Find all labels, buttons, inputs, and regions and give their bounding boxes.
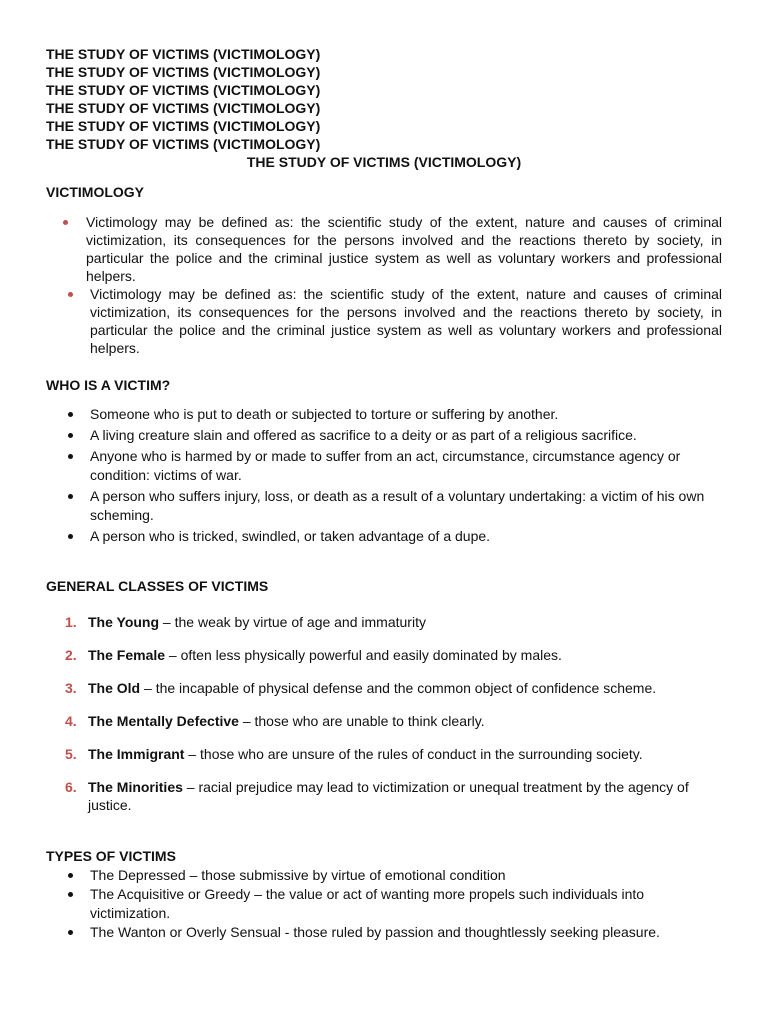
class-term: The Minorities — [88, 779, 183, 795]
class-description: – often less physically powerful and easily dominated by males. — [165, 647, 562, 663]
list-item — [46, 923, 722, 942]
bullet-icon — [68, 292, 73, 297]
list-item — [46, 285, 722, 357]
general-classes-list — [46, 613, 722, 814]
victimology-list — [46, 213, 722, 357]
list-item — [46, 426, 722, 445]
bullet-icon — [68, 930, 73, 935]
list-number: 4. — [65, 713, 77, 729]
list-item — [46, 613, 722, 631]
list-number: 2. — [65, 647, 77, 663]
list-item — [46, 213, 722, 285]
list-item — [46, 405, 722, 424]
list-item — [46, 745, 722, 763]
general-classes-heading: GENERAL CLASSES OF VICTIMS — [46, 578, 269, 594]
list-item — [46, 527, 722, 546]
class-description: – those who are unsure of the rules of conduct in the surrounding society. — [184, 746, 643, 762]
list-item-text: Anyone who is harmed by or made to suffer from an act, circumstance, circumstance agency or condition: victims of war. — [90, 448, 681, 483]
list-number: 6. — [65, 779, 77, 795]
list-item — [46, 866, 722, 885]
centered-title: THE STUDY OF VICTIMS (VICTIMOLOGY) — [246, 154, 522, 170]
bullet-icon — [68, 534, 73, 539]
class-description: – the weak by virtue of age and immaturity — [159, 614, 426, 630]
repeated-title: THE STUDY OF VICTIMS (VICTIMOLOGY) — [46, 64, 321, 80]
repeated-title: THE STUDY OF VICTIMS (VICTIMOLOGY) — [46, 136, 321, 152]
bullet-icon — [68, 412, 73, 417]
bullet-icon — [63, 220, 68, 225]
list-item-text: The Depressed – those submissive by virtue of emotional condition — [90, 867, 506, 883]
class-description: – racial prejudice may lead to victimization or unequal treatment by the agency of justice. — [88, 779, 689, 813]
list-item — [46, 447, 722, 485]
repeated-title: THE STUDY OF VICTIMS (VICTIMOLOGY) — [46, 46, 321, 62]
class-term: The Female — [88, 647, 166, 663]
class-term: The Old — [88, 680, 141, 696]
repeated-title: THE STUDY OF VICTIMS (VICTIMOLOGY) — [46, 82, 321, 98]
class-description: – those who are unable to think clearly. — [238, 713, 485, 729]
repeated-title: THE STUDY OF VICTIMS (VICTIMOLOGY) — [46, 118, 321, 134]
bullet-icon — [68, 892, 73, 897]
list-item — [46, 646, 722, 664]
bullet-icon — [68, 454, 73, 459]
list-item — [46, 712, 722, 730]
list-item-text: Victimology may be defined as: the scientific study of the extent, nature and causes of criminal victimization, its consequences for the persons involved and the reactions thereto by society, in particular the police and the criminal justice system as well as voluntary workers and professional helpers. — [86, 214, 722, 284]
list-item-text: The Acquisitive or Greedy – the value or act of wanting more propels such individuals into victimization. — [90, 886, 645, 921]
list-item — [46, 679, 722, 697]
list-item-text: A living creature slain and offered as sacrifice to a deity or as part of a religious sacrifice. — [90, 427, 637, 443]
class-term: The Immigrant — [88, 746, 185, 762]
list-item — [46, 778, 722, 814]
list-number: 5. — [65, 746, 77, 762]
types-of-victims-list — [46, 866, 722, 942]
list-number: 1. — [65, 614, 77, 630]
list-item-text: Someone who is put to death or subjected to torture or suffering by another. — [90, 406, 559, 422]
list-item — [46, 885, 722, 923]
class-term: The Young — [88, 614, 160, 630]
types-of-victims-heading: TYPES OF VICTIMS — [46, 848, 176, 864]
repeated-title: THE STUDY OF VICTIMS (VICTIMOLOGY) — [46, 100, 321, 116]
who-is-a-victim-list — [46, 405, 722, 546]
list-number: 3. — [65, 680, 77, 696]
class-description: – the incapable of physical defense and the common object of confidence scheme. — [140, 680, 657, 696]
repeated-title-block — [46, 45, 722, 153]
victimology-heading: VICTIMOLOGY — [46, 184, 144, 200]
bullet-icon — [68, 873, 73, 878]
bullet-icon — [68, 494, 73, 499]
list-item-text: The Wanton or Overly Sensual - those ruled by passion and thoughtlessly seeking pleasure. — [90, 924, 660, 940]
list-item-text: A person who suffers injury, loss, or death as a result of a voluntary undertaking: a victim of his own scheming. — [90, 488, 705, 523]
list-item-text: A person who is tricked, swindled, or taken advantage of a dupe. — [90, 528, 491, 544]
class-term: The Mentally Defective — [88, 713, 239, 729]
list-item-text: Victimology may be defined as: the scientific study of the extent, nature and causes of criminal victimization, its consequences for the persons involved and the reactions thereto by society, in particular the police and the criminal justice system as well as voluntary workers and professional helpers. — [90, 286, 722, 356]
bullet-icon — [68, 433, 73, 438]
who-is-a-victim-heading: WHO IS A VICTIM? — [46, 377, 171, 393]
list-item — [46, 487, 722, 525]
